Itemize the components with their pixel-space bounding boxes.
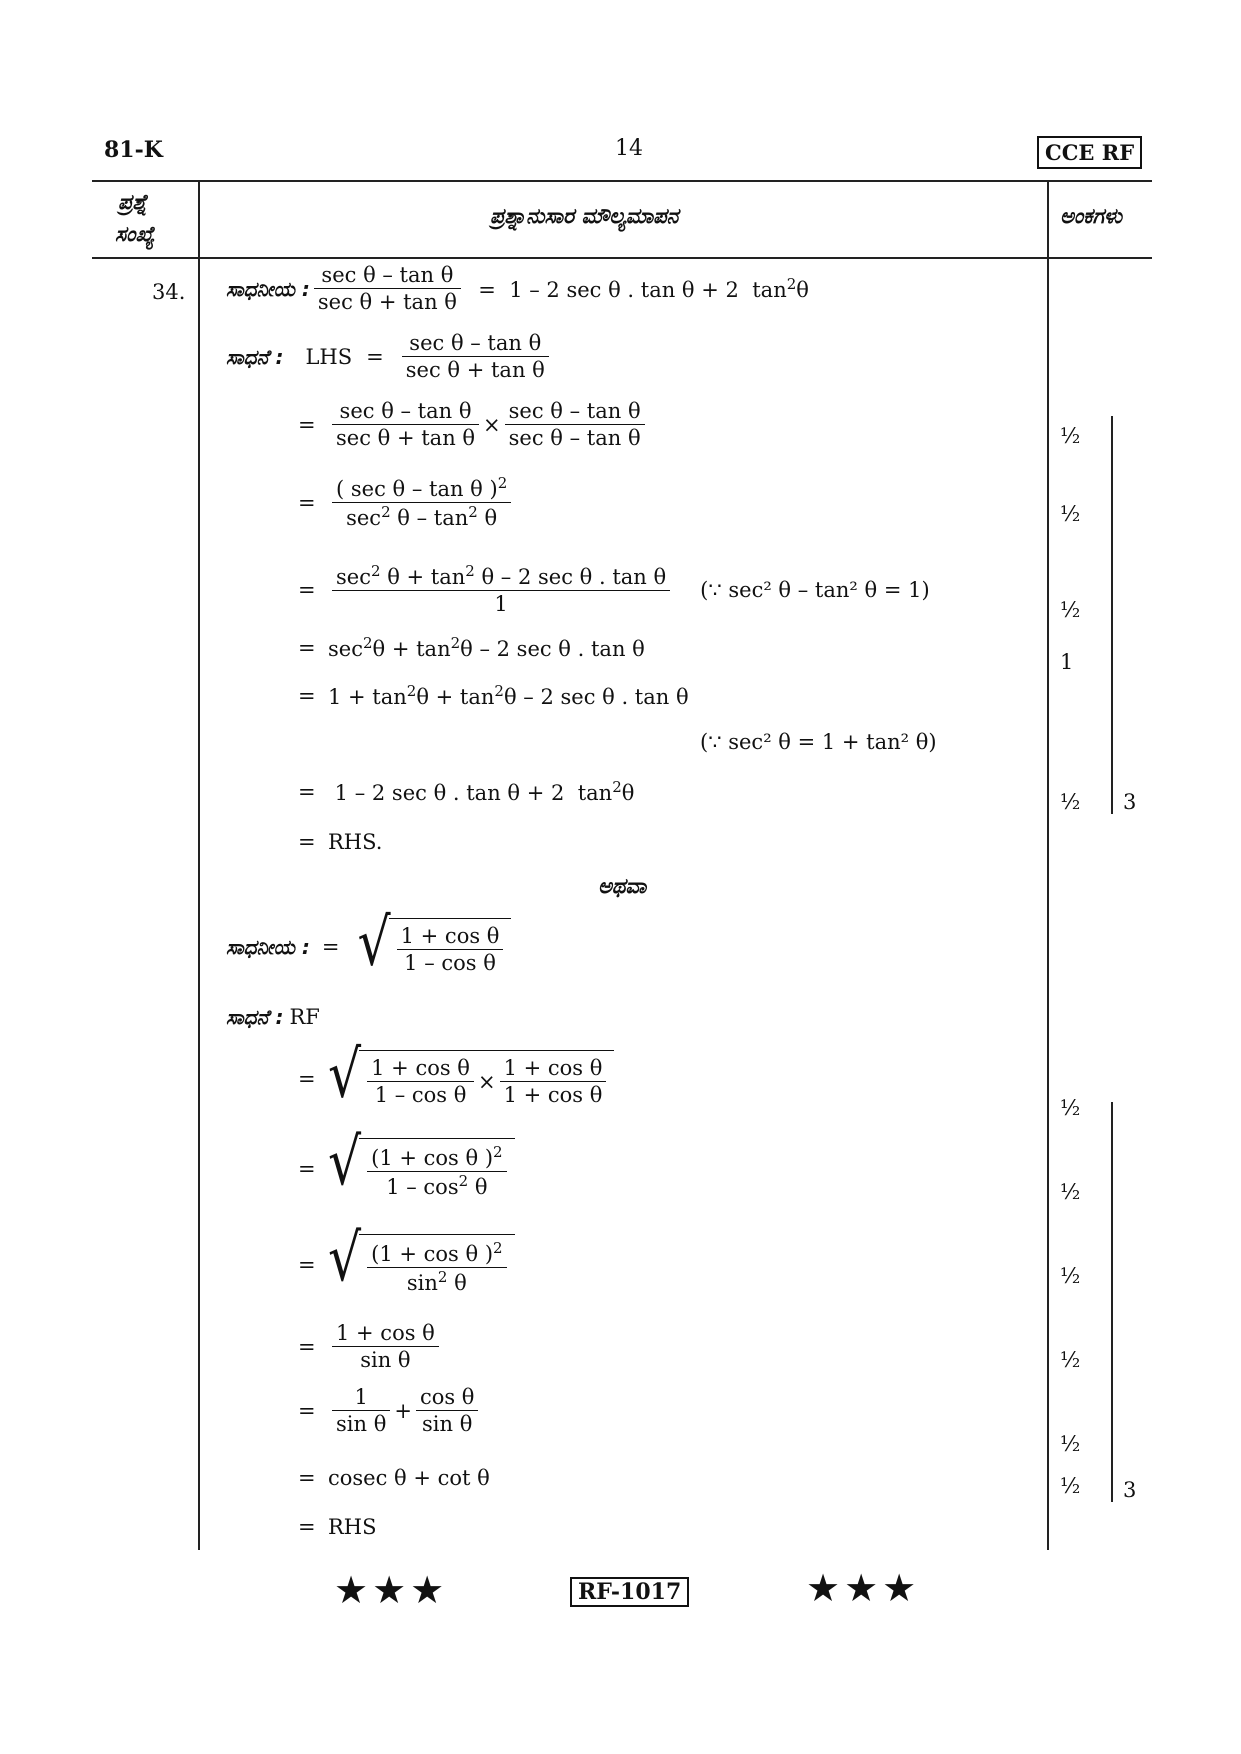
expression: = 1 – 2 sec θ . tan θ + 2 $\tan^2\theta$ (464, 275, 809, 303)
fraction: $\frac{\text{sec θ – tan θ}}{\text{sec θ + tan θ}}$ (402, 330, 549, 384)
paper-code: 81-K (104, 137, 163, 163)
proof-row-1: ಸಾಧನೆ : LHS = $\frac{\text{sec θ – tan θ}}{\text{sec θ + tan θ}}$ (226, 330, 553, 384)
mark: 1 (1060, 650, 1074, 674)
proof-label: ಸಾಧನೆ : (226, 344, 284, 369)
rf-code-box: RF-1017 (570, 1577, 689, 1607)
total-marks: 3 (1123, 790, 1137, 814)
to-prove-label: ಸಾಧನೀಯ : (226, 276, 310, 301)
marks-bracket-1 (1111, 416, 1113, 814)
step-9: = √ $\frac{(1 + \cos \theta )^2}{1 - \cos^2 \theta}$ (298, 1138, 515, 1201)
cce-rf-badge: CCE RF (1037, 136, 1142, 169)
mark: ½ (1060, 1264, 1081, 1288)
total-marks: 3 (1123, 1478, 1137, 1502)
mark: ½ (1060, 502, 1081, 526)
stars-left: ★★★ (334, 1568, 449, 1612)
rhs-text: RHS. (328, 830, 383, 854)
question-no-heading-2: ಸಂಖ್ಯೆ (115, 222, 155, 246)
step-13: = cosec θ + cot θ (298, 1466, 490, 1490)
step-1: = $\frac{\text{sec θ – tan θ}}{\text{sec θ + tan θ}}$ × $\frac{\text{sec θ – tan θ}}{\text{sec θ – tan θ}}$ (298, 398, 649, 452)
page-number: 14 (615, 136, 643, 161)
to-prove-row-2: ಸಾಧನೀಯ : = √ $\frac{\text{1 + cos θ}}{\text{1 – cos θ}}$ (226, 918, 511, 977)
step-4: = $\sec^2\theta + \tan^2\theta - 2$ sec θ . tan θ (298, 634, 645, 661)
mark: ½ (1060, 424, 1081, 448)
to-prove-label: ಸಾಧನೀಯ : (226, 935, 310, 960)
proof-row-2 (226, 1005, 320, 1029)
step-11: = $\frac{\text{1 + cos θ}}{\text{sin θ}}$ (298, 1320, 443, 1374)
mark: ½ (1060, 790, 1081, 814)
step-6: = 1 – 2 sec θ . tan θ + 2 $\tan^2\theta$ (298, 778, 635, 805)
rf-text: RF (289, 1005, 320, 1029)
column-divider-left (198, 180, 200, 1550)
marks-bracket-2 (1111, 1102, 1113, 1502)
table-head-rule (92, 257, 1152, 259)
table-top-rule (92, 180, 1152, 182)
mark: ½ (1060, 1180, 1081, 1204)
rhs-text-2: RHS (328, 1515, 377, 1539)
step-12: = $\frac{1}{\text{sin θ}}$ + $\frac{\text{cos θ}}{\text{sin θ}}$ (298, 1384, 482, 1438)
step-5: = $1 + \tan^2\theta + \tan^2\theta - 2$ sec θ . tan θ (298, 682, 689, 709)
mark: ½ (1060, 1096, 1081, 1120)
step-8: = √ $\frac{\text{1 + cos θ}}{\text{1 – cos θ}}$ × $\frac{\text{1 + cos θ}}{\text{1 + cos θ}}$ (298, 1050, 614, 1109)
mark: ½ (1060, 1432, 1081, 1456)
mark: ½ (1060, 598, 1081, 622)
identity-note-2: (∵ sec² θ = 1 + tan² θ) (700, 730, 937, 754)
proof-label: ಸಾಧನೆ : (226, 1005, 284, 1029)
column-divider-right (1047, 180, 1049, 1550)
identity-note-1: (∵ sec² θ – tan² θ = 1) (700, 577, 930, 602)
question-number: 34. (152, 280, 186, 304)
mark: ½ (1060, 1474, 1081, 1498)
or-heading: ಅಥವಾ (598, 874, 647, 898)
step-7: = RHS. (298, 830, 383, 854)
evaluation-heading: ಪ್ರಶ್ನಾನುಸಾರ ಮೌಲ್ಯಮಾಪನ (490, 204, 679, 228)
step-3: = $\frac{\sec^2 \theta + \tan^2 \theta - 2 \sec \theta . \tan \theta}{1}$ (∵ sec² θ – tan² θ = 1) (298, 562, 930, 617)
stars-right: ★★★ (806, 1566, 921, 1610)
mark: ½ (1060, 1348, 1081, 1372)
marks-heading: ಅಂಕಗಳು (1060, 204, 1123, 228)
step-14: = RHS (298, 1515, 377, 1539)
step-10: = √ $\frac{(1 + \cos \theta )^2}{\sin^2 \theta}$ (298, 1234, 515, 1297)
step-2: = $\frac{( \sec \theta - \tan \theta )^2}{\sec^2 \theta - \tan^2 \theta}$ (298, 474, 515, 532)
lhs-text: LHS (305, 344, 353, 369)
question-no-heading-1: ಪ್ರಶ್ನೆ (118, 190, 148, 214)
to-prove-row-1 (226, 262, 809, 316)
fraction: $\frac{\text{sec θ – tan θ}}{\text{sec θ + tan θ}}$ (314, 262, 461, 316)
